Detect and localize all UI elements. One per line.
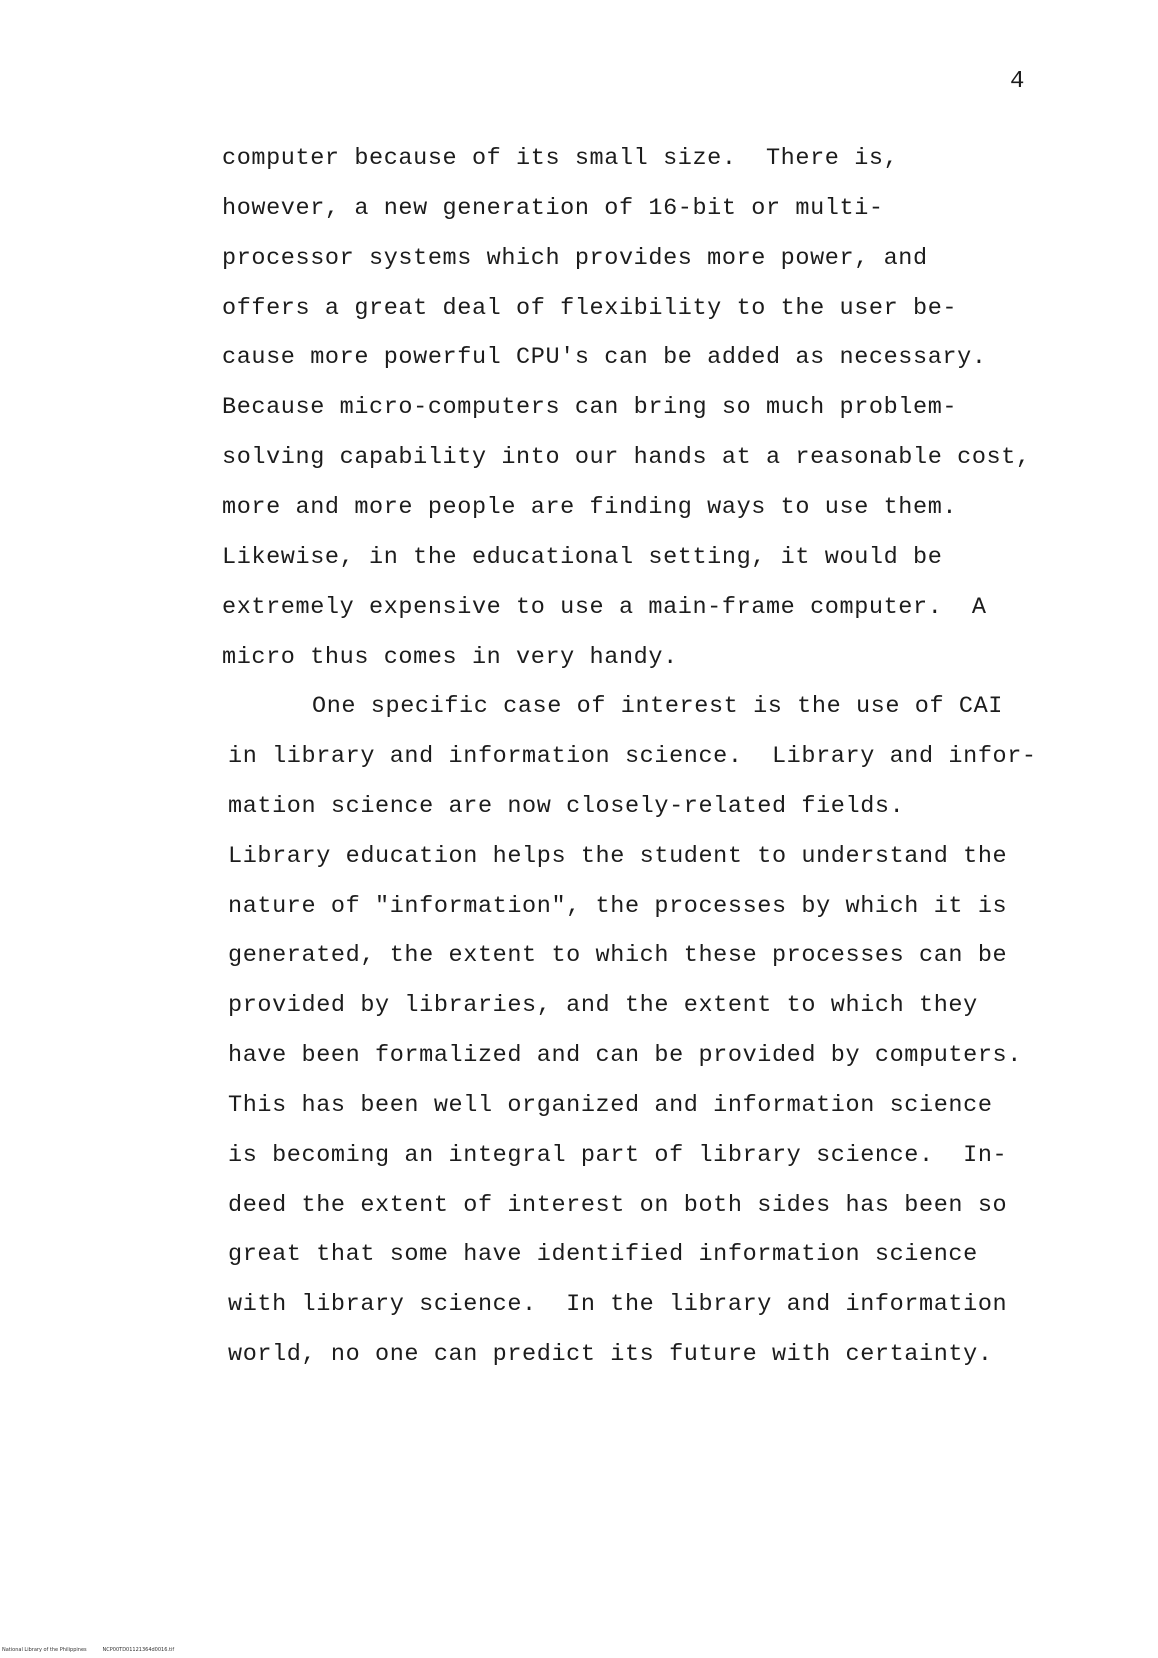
text-line: great that some have identified information science	[228, 1241, 978, 1268]
text-line: with library science. In the library and information	[228, 1291, 1008, 1318]
text-line: Library education helps the student to understand the	[228, 843, 1008, 870]
text-line: Because micro-computers can bring so much problem-	[222, 394, 958, 421]
text-line: cause more powerful CPU's can be added as necessary.	[222, 344, 987, 371]
text-line: however, a new generation of 16-bit or multi-	[222, 195, 884, 222]
text-line: computer because of its small size. There is,	[222, 145, 899, 172]
text-line: is becoming an integral part of library science. In-	[228, 1142, 1008, 1169]
text-line: mation science are now closely-related fields.	[228, 793, 905, 820]
paragraph-start-line: One specific case of interest is the use of CAI	[312, 693, 1004, 720]
text-line: extremely expensive to use a main-frame computer. A	[222, 594, 987, 621]
text-line: have been formalized and can be provided by computers.	[228, 1042, 1022, 1069]
footer-source: National Library of the Philippines	[2, 1647, 87, 1653]
page-number: 4	[1010, 68, 1025, 95]
text-line: offers a great deal of flexibility to the user be-	[222, 295, 958, 322]
text-line: more and more people are finding ways to use them.	[222, 494, 958, 521]
text-line: This has been well organized and information science	[228, 1092, 993, 1119]
text-line: solving capability into our hands at a reasonable cost,	[222, 444, 1031, 471]
scan-footer	[2, 1647, 174, 1653]
text-line: deed the extent of interest on both sides has been so	[228, 1192, 1008, 1219]
text-line: nature of "information", the processes by which it is	[228, 893, 1008, 920]
footer-file-id: NCP00TD01121364d0016.tif	[102, 1647, 175, 1653]
text-line: micro thus comes in very handy.	[222, 644, 678, 671]
text-line: generated, the extent to which these processes can be	[228, 942, 1008, 969]
text-line: in library and information science. Library and infor-	[228, 743, 1037, 770]
text-line: processor systems which provides more power, and	[222, 245, 928, 272]
text-line: provided by libraries, and the extent to which they	[228, 992, 978, 1019]
text-line: world, no one can predict its future with certainty.	[228, 1341, 993, 1368]
text-line: Likewise, in the educational setting, it would be	[222, 544, 943, 571]
